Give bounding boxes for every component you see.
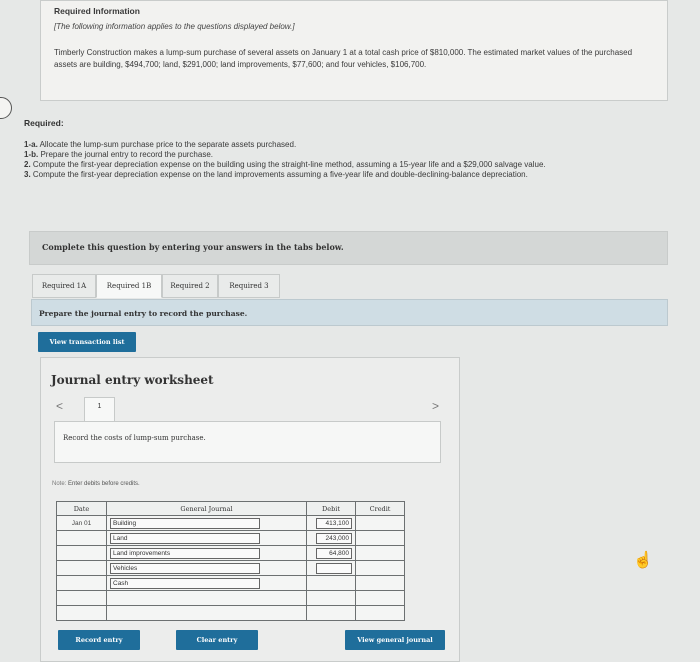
- debit-cell[interactable]: [307, 516, 356, 531]
- date-cell[interactable]: [57, 546, 107, 561]
- table-row: [57, 531, 405, 546]
- table-row: [57, 591, 405, 606]
- tab-required-1b[interactable]: Required 1B: [96, 274, 162, 298]
- credit-cell[interactable]: [356, 516, 405, 531]
- account-field[interactable]: Land: [110, 533, 260, 544]
- credit-cell[interactable]: [356, 606, 405, 621]
- worksheet-page-tab[interactable]: 1: [84, 397, 115, 421]
- table-row: [57, 561, 405, 576]
- journal-table: [56, 501, 405, 621]
- record-entry-button[interactable]: Record entry: [58, 630, 140, 650]
- required-item: 1-a. Allocate the lump-sum purchase price to the separate assets purchased.: [24, 140, 297, 149]
- chevron-right-icon[interactable]: >: [432, 399, 440, 413]
- journal-header-row: [57, 502, 405, 516]
- account-field[interactable]: Vehicles: [110, 563, 260, 574]
- instructions-text: Complete this question by entering your answers in the tabs below.: [42, 242, 344, 252]
- date-cell[interactable]: [57, 606, 107, 621]
- date-cell[interactable]: [57, 531, 107, 546]
- tab-prompt-bar: [31, 299, 668, 326]
- instructions-bar: [29, 231, 668, 265]
- account-field[interactable]: Land improvements: [110, 548, 260, 559]
- info-title: Required Information: [54, 6, 140, 16]
- debit-cell[interactable]: [307, 576, 356, 591]
- required-list: [24, 140, 664, 180]
- required-item: 2. Compute the first-year depreciation expense on the building using the straight-line method, assuming a 15-year life and a $29,000 salvage value.: [24, 160, 546, 169]
- credit-header: Credit: [356, 502, 405, 516]
- required-item: 1-b. Prepare the journal entry to record the purchase.: [24, 150, 213, 159]
- account-cell[interactable]: [107, 561, 307, 576]
- credit-cell[interactable]: [356, 561, 405, 576]
- debit-field[interactable]: 64,800: [316, 548, 352, 559]
- debit-header: Debit: [307, 502, 356, 516]
- date-cell[interactable]: [57, 591, 107, 606]
- account-cell[interactable]: [107, 606, 307, 621]
- credit-cell[interactable]: [356, 546, 405, 561]
- worksheet-title: Journal entry worksheet: [51, 373, 214, 387]
- pointer-cursor-icon: ☝: [633, 552, 653, 569]
- chevron-left-icon[interactable]: <: [56, 399, 64, 413]
- required-information-box: [40, 0, 668, 101]
- tab-required-1a[interactable]: Required 1A: [32, 274, 96, 298]
- debits-note: Note: Enter debits before credits.: [52, 481, 140, 487]
- account-cell[interactable]: [107, 576, 307, 591]
- view-transaction-list-button[interactable]: View transaction list: [38, 332, 136, 352]
- record-instruction-box: [54, 421, 441, 463]
- required-title: Required:: [24, 118, 64, 128]
- tab-required-2[interactable]: Required 2: [162, 274, 218, 298]
- date-header: Date: [57, 502, 107, 516]
- record-instruction-text: Record the costs of lump-sum purchase.: [63, 434, 206, 442]
- account-cell[interactable]: [107, 591, 307, 606]
- tab-prompt-text: Prepare the journal entry to record the purchase.: [39, 309, 248, 318]
- date-cell[interactable]: Jan 01: [57, 516, 107, 531]
- credit-cell[interactable]: [356, 576, 405, 591]
- table-row: [57, 516, 405, 531]
- credit-cell[interactable]: [356, 591, 405, 606]
- debit-cell[interactable]: [307, 546, 356, 561]
- account-cell[interactable]: [107, 516, 307, 531]
- debit-cell[interactable]: [307, 561, 356, 576]
- date-cell[interactable]: [57, 576, 107, 591]
- debit-cell[interactable]: [307, 591, 356, 606]
- debit-cell[interactable]: [307, 606, 356, 621]
- account-field[interactable]: Building: [110, 518, 260, 529]
- debit-field[interactable]: 243,000: [316, 533, 352, 544]
- view-general-journal-button[interactable]: View general journal: [345, 630, 445, 650]
- tab-required-3[interactable]: Required 3: [218, 274, 280, 298]
- debit-field[interactable]: 413,100: [316, 518, 352, 529]
- account-field[interactable]: Cash: [110, 578, 260, 589]
- debit-cell[interactable]: [307, 531, 356, 546]
- info-text: Timberly Construction makes a lump-sum purchase of several assets on January 1 at a total cash price of $810,000. The estimated market values of the purchased assets are building, $494,700; land, $291,000; land improvements, $77,600; and four vehicles, $106,700.: [54, 48, 633, 69]
- table-row: [57, 546, 405, 561]
- required-item: 3. Compute the first-year depreciation expense on the land improvements assuming a five-year life and double-declining-balance depreciation.: [24, 170, 528, 179]
- table-row: [57, 606, 405, 621]
- date-cell[interactable]: [57, 561, 107, 576]
- credit-cell[interactable]: [356, 531, 405, 546]
- clear-entry-button[interactable]: Clear entry: [176, 630, 258, 650]
- side-indicator-icon: [0, 97, 12, 119]
- table-row: [57, 576, 405, 591]
- general-journal-header: General Journal: [107, 502, 307, 516]
- debit-field[interactable]: [316, 563, 352, 574]
- account-cell[interactable]: [107, 546, 307, 561]
- info-italic-note: [The following information applies to the questions displayed below.]: [54, 22, 295, 31]
- account-cell[interactable]: [107, 531, 307, 546]
